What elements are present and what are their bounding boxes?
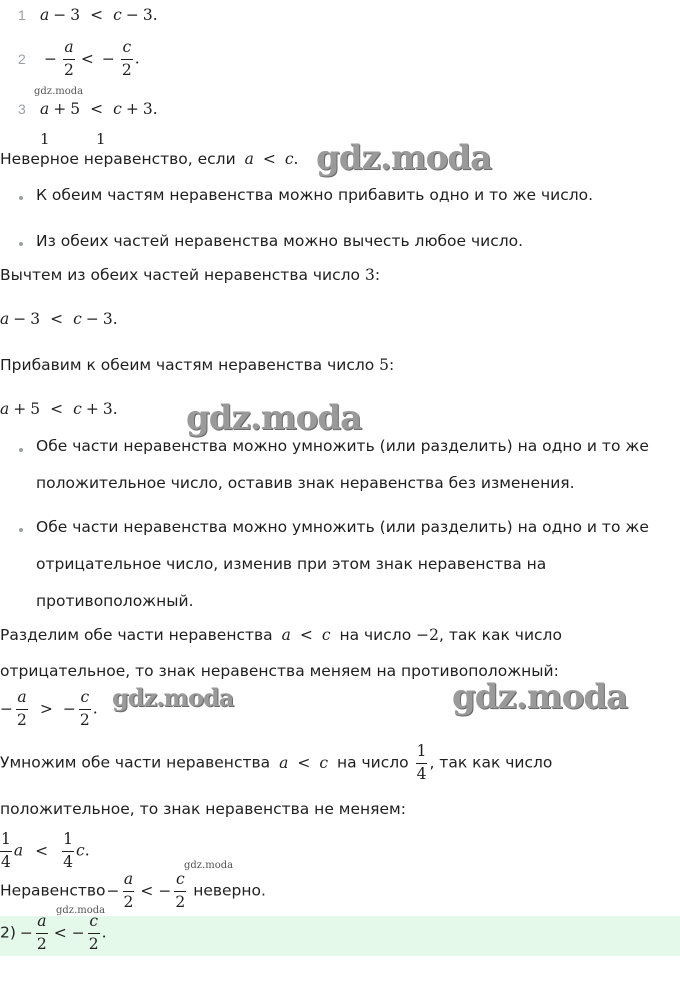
math-op: −: [44, 49, 57, 68]
math-c: c: [73, 310, 82, 328]
denominator: 4: [416, 764, 427, 783]
math-a: a: [0, 310, 10, 328]
math-op: −: [53, 6, 67, 24]
paragraph: отрицательное, то знак неравенства меняем на противоположный:: [0, 662, 559, 680]
denominator: 2: [36, 934, 47, 953]
math-a: a: [0, 400, 10, 418]
math-op: >: [39, 699, 53, 718]
paragraph: [0, 626, 562, 644]
text: Вычтем из обеих частей неравенства число: [0, 266, 361, 284]
math-op: <: [53, 923, 67, 942]
math-num: 3: [70, 6, 81, 24]
math-num: 3: [102, 400, 113, 418]
math-op: +: [125, 100, 139, 118]
watermark: gdz.moda: [34, 86, 84, 97]
math-num: −2: [416, 626, 439, 644]
math-op: <: [35, 841, 49, 860]
math-op: <: [90, 6, 104, 24]
list-item-3: [18, 100, 158, 118]
math-op: <: [50, 400, 64, 418]
list-item-1: [18, 6, 158, 24]
math-op: −: [0, 699, 13, 718]
math-a: a: [40, 100, 50, 118]
list-number: 2: [18, 50, 26, 67]
math-a: a: [279, 753, 289, 772]
math-op: −: [125, 6, 139, 24]
math-num: 3: [102, 310, 113, 328]
math-line: [0, 690, 98, 728]
math-num: 5: [30, 400, 41, 418]
math-op: <: [297, 753, 311, 772]
denominator: 4: [63, 852, 73, 871]
denominator: 2: [64, 60, 74, 79]
list-item-4-partial: [34, 130, 114, 148]
math-op: −: [106, 881, 120, 900]
math-num: 3: [142, 100, 153, 118]
list-item-2: [18, 40, 140, 78]
math-c: c: [113, 100, 122, 118]
rule-add: К обеим частям неравенства можно прибавить одно и то же число.: [36, 186, 594, 204]
fraction: [174, 872, 186, 910]
text: , так как число: [438, 626, 562, 644]
fraction: [36, 914, 48, 952]
math-line: [0, 310, 118, 328]
numerator: a: [64, 38, 74, 56]
rule-mul-neg-line2: отрицательное число, изменив при этом знак неравенства на: [36, 555, 547, 573]
math-dot: .: [112, 400, 118, 418]
math-op: −: [71, 923, 85, 942]
denominator: 2: [123, 892, 134, 911]
fraction: [79, 690, 91, 728]
paragraph: [0, 744, 552, 782]
watermark: gdz.moda: [452, 677, 628, 717]
math-c: c: [76, 841, 85, 860]
list-number: 3: [18, 101, 26, 117]
bullet-icon: [19, 528, 23, 532]
denominator: 2: [88, 934, 99, 953]
math-c: c: [321, 626, 331, 644]
denominator: 2: [121, 60, 132, 79]
math-num: 5: [70, 100, 81, 118]
fraction: [416, 744, 428, 782]
fraction: [123, 872, 135, 910]
math-c: c: [113, 6, 122, 24]
paragraph: Вычтем из обеих частей неравенства число 3:: [0, 266, 381, 284]
fraction: [16, 690, 28, 728]
math-c: c: [73, 400, 82, 418]
numerator: c: [175, 870, 185, 888]
rule-mul-neg-line1: Обе части неравенства можно умножить (или разделить) на одно и то же: [36, 518, 649, 536]
numerator: a: [17, 688, 27, 706]
text: , так как число: [429, 753, 553, 772]
math-c: c: [284, 150, 294, 168]
math-a: a: [244, 150, 254, 168]
text: неверно.: [193, 881, 266, 900]
math-dot: .: [92, 699, 98, 718]
watermark: gdz.moda: [316, 138, 492, 178]
bullet-icon: [19, 242, 23, 246]
rule-subtract: Из обеих частей неравенства можно вычесть любое число.: [36, 232, 524, 250]
math-num: 3: [364, 266, 375, 284]
numerator: c: [89, 912, 99, 930]
math-op: <: [262, 150, 276, 168]
paragraph: положительное, то знак неравенства не меняем:: [0, 800, 406, 818]
math-num: 1: [40, 130, 50, 148]
fraction: [62, 832, 74, 870]
text: Умножим обе части неравенства: [0, 753, 271, 772]
math-line: [0, 400, 118, 418]
math-a: a: [281, 626, 291, 644]
fraction: [121, 40, 133, 78]
math-op: +: [53, 100, 67, 118]
paragraph: [0, 872, 266, 910]
math-op: −: [13, 310, 27, 328]
math-op: +: [13, 400, 27, 418]
rule-mul-pos-line2: положительное число, оставив знак неравенства без изменения.: [36, 474, 575, 492]
math-op: <: [90, 100, 104, 118]
math-dot: .: [84, 841, 90, 860]
watermark: gdz.moda: [112, 683, 234, 712]
text: Неравенство: [0, 881, 106, 900]
watermark: gdz.moda: [56, 905, 106, 916]
rule-mul-pos-line1: Обе части неравенства можно умножить (или разделить) на одно и то же: [36, 437, 649, 455]
math-num: 3: [30, 310, 41, 328]
bullet-icon: [19, 448, 23, 452]
text: на число: [339, 626, 412, 644]
math-c: c: [319, 753, 328, 772]
math-num: 5: [379, 356, 390, 374]
fraction: [0, 832, 12, 870]
text: Разделим обе части неравенства: [0, 626, 273, 644]
watermark: gdz.moda: [184, 860, 234, 871]
numerator: 1: [1, 830, 11, 848]
math-num: 3: [142, 6, 153, 24]
math-num: 1: [96, 130, 106, 148]
watermark: gdz.moda: [186, 398, 362, 438]
fraction: [88, 914, 100, 952]
math-op: −: [85, 310, 99, 328]
text: 2): [0, 923, 16, 942]
denominator: 4: [1, 852, 11, 871]
text: Неверное неравенство, если: [0, 150, 236, 168]
math-op: +: [85, 400, 99, 418]
denominator: 2: [79, 710, 90, 729]
math-op: <: [299, 626, 313, 644]
math-a: a: [40, 6, 50, 24]
denominator: 2: [17, 710, 27, 729]
numerator: a: [37, 912, 47, 930]
math-a: a: [13, 841, 24, 860]
math-op: −: [62, 699, 76, 718]
math-op: −: [158, 881, 172, 900]
math-op: <: [80, 49, 94, 68]
list-number: 1: [18, 7, 26, 23]
math-dot: .: [152, 100, 158, 118]
math-op: −: [101, 49, 115, 68]
math-dot: .: [152, 6, 158, 24]
answer-line: [0, 914, 107, 952]
bullet-icon: [19, 196, 23, 200]
math-op: <: [140, 881, 154, 900]
paragraph: [0, 150, 298, 168]
math-op: <: [50, 310, 64, 328]
denominator: 2: [175, 892, 186, 911]
math-line: [0, 832, 90, 870]
math-op: −: [19, 923, 33, 942]
numerator: a: [123, 870, 134, 888]
numerator: c: [122, 38, 132, 56]
text: на число: [336, 753, 409, 772]
text: Прибавим к обеим частям неравенства число: [0, 356, 375, 374]
rule-mul-neg-line3: противоположный.: [36, 592, 194, 610]
fraction: [63, 40, 75, 78]
numerator: c: [80, 688, 90, 706]
math-dot: .: [112, 310, 118, 328]
numerator: 1: [63, 830, 73, 848]
paragraph: Прибавим к обеим частям неравенства число 5:: [0, 356, 395, 374]
math-dot: .: [101, 923, 107, 942]
numerator: 1: [416, 742, 427, 760]
math-dot: .: [134, 49, 140, 68]
math-dot: .: [293, 150, 299, 168]
